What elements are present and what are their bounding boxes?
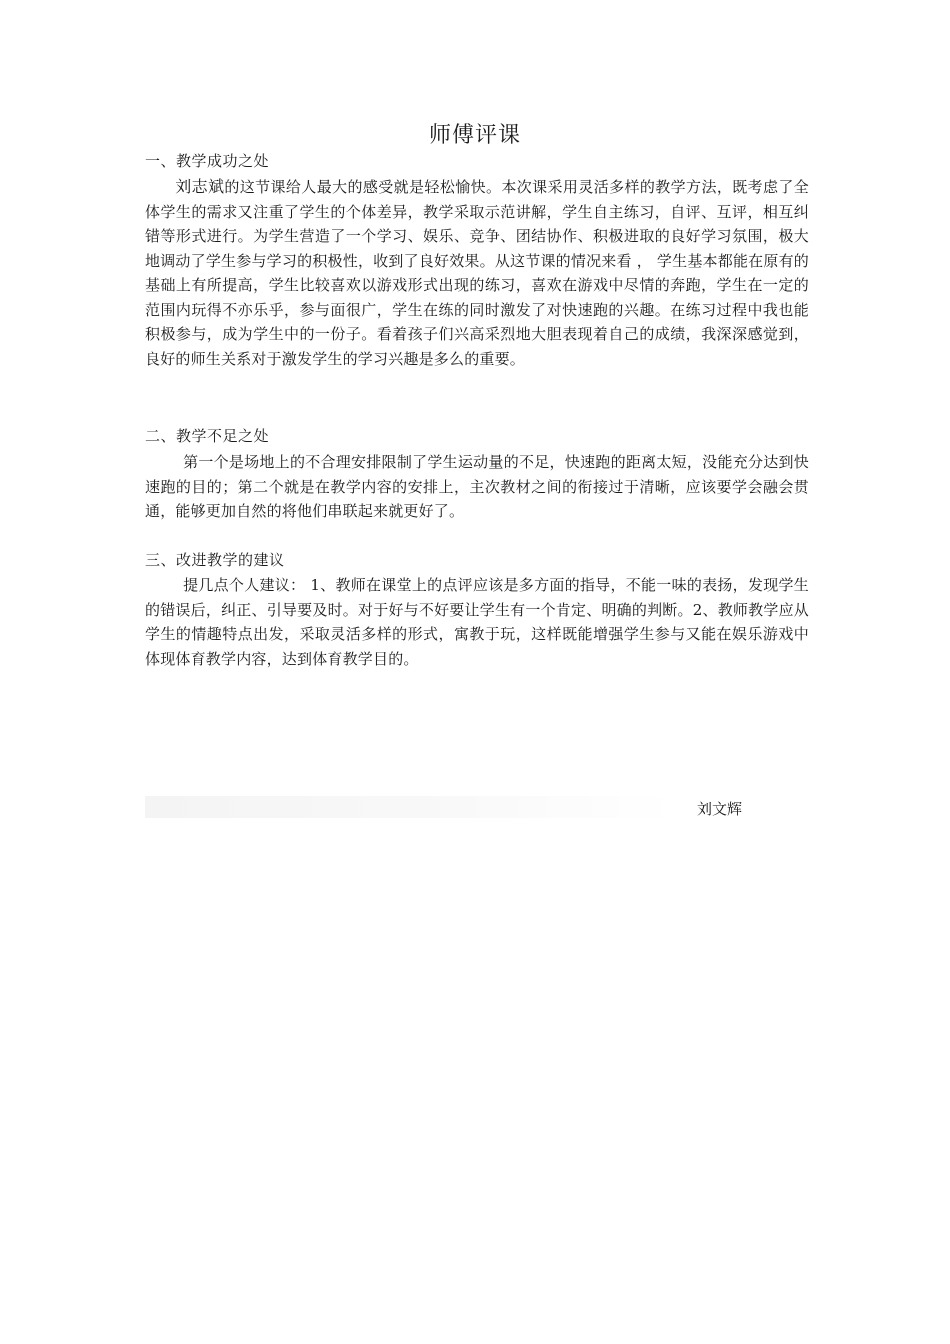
- section-heading-suggestions: 三、改进教学的建议: [145, 551, 285, 569]
- section-body-shortcomings: [145, 450, 809, 524]
- section-text-suggestions: 提几点个人建议： 1、教师在课堂上的点评应该是多方面的指导，不能一味的表扬，发现学生的错误后，纠正、引导要及时。对于好与不好要让学生有一个肯定、明确的判断。2、教师教学应从学生的情趣特点出发，采取灵活多样的形式，寓教于玩，这样既能增强学生参与又能在娱乐游戏中体现体育教学内容，达到体育教学目的。: [145, 576, 809, 668]
- section-body-suggestions: [145, 573, 809, 671]
- section-body-success: [145, 175, 809, 371]
- signature-name: 刘文辉: [697, 800, 743, 818]
- document-title: 师傅评课: [428, 123, 521, 148]
- section-heading-shortcomings: 二、教学不足之处: [145, 427, 270, 445]
- signature-shading: [145, 796, 675, 818]
- teacher-name: 刘志斌: [175, 177, 225, 196]
- section-text-success: 的这节课给人最大的感受就是轻松愉快。本次课采用灵活多样的教学方法，既考虑了全体学生的需求又注重了学生的个体差异，教学采取示范讲解，学生自主练习，自评、互评，相互纠错等形式进行。为学生营造了一个学习、娱乐、竞争、团结协作、积极进取的良好学习氛围，极大地调动了学生参与学习的积极性，收到了良好效果。从这节课的情况来看 ， 学生基本都能在原有的基础上有所提高，学生比较喜欢以游戏形式出现的练习，喜欢在游戏中尽情的奔跑，学生在一定的范围内玩得不亦乐乎，参与面很广，学生在练的同时激发了对快速跑的兴趣。在练习过程中我也能积极参与，成为学生中的一份子。看着孩子们兴高采烈地大胆表现着自己的成绩，我深深感觉到，良好的师生关系对于激发学生的学习兴趣是多么的重要。: [145, 178, 809, 368]
- section-text-shortcomings: 第一个是场地上的不合理安排限制了学生运动量的不足，快速跑的距离太短，没能充分达到快速跑的目的；第二个就是在教学内容的安排上，主次教材之间的衔接过于清晰，应该要学会融会贯通，能够更加自然的将他们串联起来就更好了。: [145, 453, 809, 520]
- section-heading-success: 一、教学成功之处: [145, 152, 270, 170]
